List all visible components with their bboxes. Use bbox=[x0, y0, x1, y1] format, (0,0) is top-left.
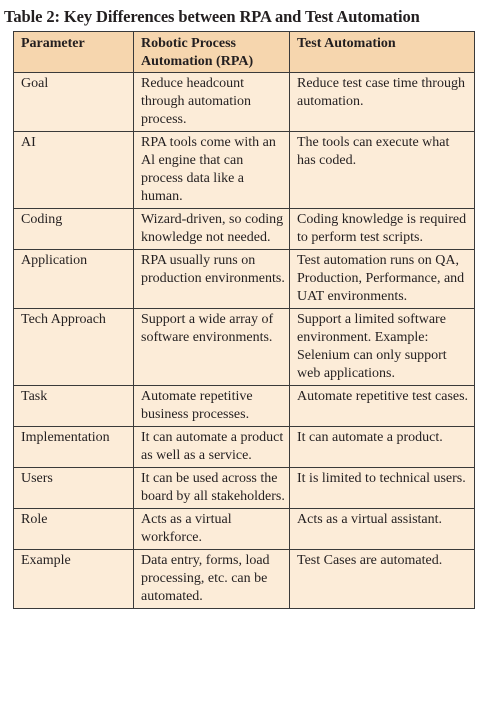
table-caption: Table 2: Key Differences between RPA and Test Automation bbox=[4, 7, 420, 26]
cell-test-automation: It is limited to technical users. bbox=[290, 468, 475, 509]
table-row bbox=[14, 309, 475, 386]
cell-rpa: It can automate a product as well as a service. bbox=[134, 427, 290, 468]
cell-test-automation: The tools can execute what has coded. bbox=[290, 132, 475, 209]
cell-parameter: Goal bbox=[14, 73, 134, 132]
header-rpa: Robotic Process Automation (RPA) bbox=[134, 32, 290, 73]
cell-test-automation: Support a limited software environment. Example: Selenium can only support web applications. bbox=[290, 309, 475, 386]
cell-parameter: Implementation bbox=[14, 427, 134, 468]
cell-parameter: Task bbox=[14, 386, 134, 427]
cell-test-automation: Automate repetitive test cases. bbox=[290, 386, 475, 427]
cell-parameter: Role bbox=[14, 509, 134, 550]
table-row bbox=[14, 427, 475, 468]
cell-test-automation: Test automation runs on QA, Production, Performance, and UAT environments. bbox=[290, 250, 475, 309]
table-row bbox=[14, 386, 475, 427]
header-test-automation: Test Automation bbox=[290, 32, 475, 73]
cell-parameter: Application bbox=[14, 250, 134, 309]
cell-rpa: Acts as a virtual workforce. bbox=[134, 509, 290, 550]
table-row bbox=[14, 468, 475, 509]
header-parameter: Parameter bbox=[14, 32, 134, 73]
cell-parameter: Example bbox=[14, 550, 134, 609]
cell-rpa: It can be used across the board by all stakeholders. bbox=[134, 468, 290, 509]
table-row bbox=[14, 550, 475, 609]
table-row bbox=[14, 132, 475, 209]
table-row bbox=[14, 250, 475, 309]
cell-rpa: Data entry, forms, load processing, etc. can be automated. bbox=[134, 550, 290, 609]
cell-parameter: Coding bbox=[14, 209, 134, 250]
cell-test-automation: Acts as a virtual assistant. bbox=[290, 509, 475, 550]
cell-rpa: RPA tools come with an Al engine that can process data like a human. bbox=[134, 132, 290, 209]
cell-rpa: Support a wide array of software environments. bbox=[134, 309, 290, 386]
cell-parameter: Tech Approach bbox=[14, 309, 134, 386]
cell-rpa: Automate repetitive business processes. bbox=[134, 386, 290, 427]
cell-parameter: AI bbox=[14, 132, 134, 209]
cell-parameter: Users bbox=[14, 468, 134, 509]
cell-test-automation: Reduce test case time through automation. bbox=[290, 73, 475, 132]
cell-rpa: Reduce headcount through automation process. bbox=[134, 73, 290, 132]
table-row bbox=[14, 509, 475, 550]
table-row bbox=[14, 209, 475, 250]
cell-rpa: RPA usually runs on production environments. bbox=[134, 250, 290, 309]
table-row bbox=[14, 73, 475, 132]
cell-test-automation: It can automate a product. bbox=[290, 427, 475, 468]
header-row bbox=[14, 32, 475, 73]
cell-rpa: Wizard-driven, so coding knowledge not needed. bbox=[134, 209, 290, 250]
cell-test-automation: Coding knowledge is required to perform test scripts. bbox=[290, 209, 475, 250]
comparison-table bbox=[13, 31, 475, 609]
cell-test-automation: Test Cases are automated. bbox=[290, 550, 475, 609]
